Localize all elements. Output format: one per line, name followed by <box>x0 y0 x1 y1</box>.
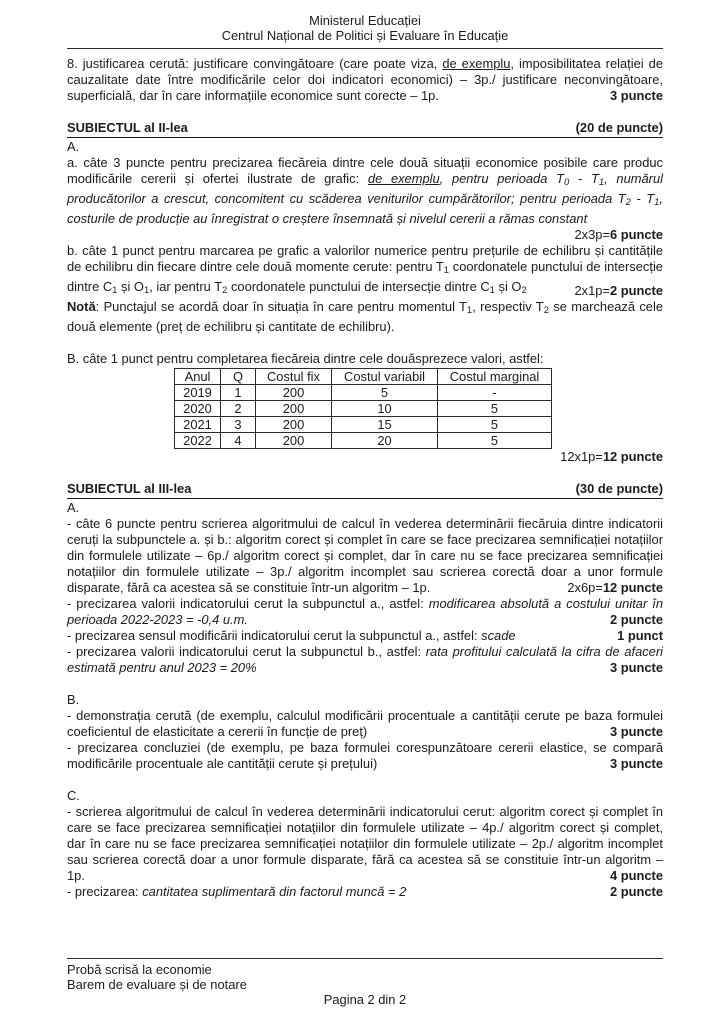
text-run: - precizarea valorii indicatorului cerut la subpunctul a., astfel: <box>67 596 429 611</box>
table-cell: 2019 <box>175 385 221 401</box>
points-formula: 2x6p= <box>567 580 603 595</box>
text-run: , respectiv T <box>472 299 544 314</box>
table-cell: 200 <box>256 401 332 417</box>
table-cell: 5 <box>332 385 438 401</box>
rubric-item-3a3 <box>67 628 663 644</box>
subject3-title: SUBIECTUL al III-lea <box>67 481 192 496</box>
text-run-italic: cantitatea suplimentară din factorul muncă = 2 <box>142 884 407 899</box>
table-header-cell: Costul variabil <box>332 369 438 385</box>
text-run: coordonatele punctului de intersecție dintre C <box>67 259 663 294</box>
text-run: - precizarea: <box>67 884 143 899</box>
table-header-row <box>175 369 552 385</box>
subscript: 1 <box>443 265 450 276</box>
rubric-item-3a2 <box>67 596 663 628</box>
section-a-label: A. <box>67 139 80 154</box>
text-run: a. câte 3 puncte pentru precizarea fiecăreia dintre cele două situații economice posibile care produc modificările cererii și ofertei ilustrate de grafic: <box>67 155 663 186</box>
subject3-points: (30 de puncte) <box>575 481 663 496</box>
points-formula: 2x1p= <box>574 283 610 298</box>
table-cell: 2022 <box>175 433 221 449</box>
points-value: 3 puncte <box>609 724 663 739</box>
table-row <box>175 385 552 401</box>
subscript: 2 <box>625 197 631 208</box>
text-run-italic: scade <box>481 628 516 643</box>
points-value: 2 puncte <box>609 283 663 298</box>
rubric-item-2B-intro: B. câte 1 punct pentru completarea fiecăreia dintre cele douăsprezece valori, astfel: <box>67 351 544 366</box>
header-center: Centrul Național de Politici și Evaluare în Educație <box>221 28 509 43</box>
text-run: - precizarea sensul modificării indicatorului cerut la subpunctul a., astfel: <box>67 628 482 643</box>
text-run: , imposibilitatea relației de cauzalitate date între modificările celor doi indicatori economici) – 3p./ justificare neconvingătoare, superficială, dar în care informațiile economice sunt corecte – 1p. <box>67 56 663 103</box>
section-c-label: C. <box>67 788 80 803</box>
rubric-item-3c1 <box>67 804 663 884</box>
points-formula: 12x1p= <box>560 449 603 464</box>
text-run: , iar pentru T <box>149 279 223 294</box>
footer-doc-type: Barem de evaluare și de notare <box>67 977 247 992</box>
points-value: 3 puncte <box>609 88 663 103</box>
table-header-cell: Anul <box>175 369 221 385</box>
subject2-points: (20 de puncte) <box>575 120 663 135</box>
rubric-item-3b1 <box>67 708 663 740</box>
table-cell: 2021 <box>175 417 221 433</box>
points-value: 4 puncte <box>609 868 663 883</box>
table-cell: 5 <box>438 401 552 417</box>
subscript: 0 <box>563 177 570 188</box>
page-footer <box>67 958 663 1007</box>
rubric-item-3c2 <box>67 884 663 900</box>
table-cell: 4 <box>221 433 256 449</box>
table-cell: 2 <box>221 401 256 417</box>
table-cell: 5 <box>438 433 552 449</box>
section-b-label: B. <box>67 692 80 707</box>
rubric-item-3a4 <box>67 644 663 676</box>
section-a-label: A. <box>67 500 80 515</box>
table-row <box>175 401 552 417</box>
table-cell: 5 <box>438 417 552 433</box>
subscript: 1 <box>466 305 473 316</box>
points-value: 12 puncte <box>602 449 663 464</box>
table-cell: 3 <box>221 417 256 433</box>
table-row <box>175 433 552 449</box>
subscript: 2 <box>222 285 228 296</box>
points-line-table <box>67 449 663 465</box>
table-header-cell: Costul marginal <box>438 369 552 385</box>
points-value: 6 puncte <box>609 227 663 242</box>
rubric-item-2b <box>67 243 663 299</box>
subject2-heading <box>67 120 663 138</box>
subscript: 1 <box>598 177 605 188</box>
text-run: 8. justificarea cerută: justificare convingătoare (care poate viza, <box>67 56 443 71</box>
points-value: 2 puncte <box>609 612 663 627</box>
table-cell: - <box>438 385 552 401</box>
points-line-2a <box>67 227 663 243</box>
table-cell: 20 <box>332 433 438 449</box>
table-cell: 200 <box>256 417 332 433</box>
text-run-italic: rata profitului calculată la cifra de afaceri estimată pentru anul 2023 = 20% <box>67 644 664 675</box>
points-value: 3 puncte <box>609 756 663 771</box>
rubric-item-2a <box>67 155 663 227</box>
page-header <box>67 13 663 49</box>
spacer <box>67 676 663 692</box>
rubric-item-3b2 <box>67 740 663 772</box>
points-value: 12 puncte <box>602 580 663 595</box>
text-run: - scrierea algoritmului de calcul în vederea determinării indicatorului cerut: algoritm corect și complet în care se face precizarea semnificației notațiilor din formulele utilizate – 4p./ algoritm corect și complet, dar în care nu se face precizarea semnificației notațiilor din formulele utilizate – 2p./ algoritm incomplet sau scrierea corectă doar a unor formule disparate, fără ca acestea să se constituie într-un algoritm – 1p. <box>67 804 663 883</box>
text-run-italic: , pentru perioada T <box>439 171 564 186</box>
subscript: 1 <box>143 285 150 296</box>
spacer <box>67 104 663 120</box>
table-header-cell: Q <box>221 369 256 385</box>
subject3-heading <box>67 481 663 499</box>
spacer <box>67 335 663 351</box>
text-run: - precizarea valorii indicatorului cerut la subpunctul b., astfel: <box>67 644 426 659</box>
text-run: - demonstrația cerută (de exemplu, calculul modificării procentuale a cantității cerute pe baza formulei coeficientul de elasticitate a cererii în funcție de preț) <box>67 708 663 739</box>
text-run: coordonatele punctului de intersecție dintre C <box>227 279 490 294</box>
subscript: 2 <box>543 305 549 316</box>
text-run-italic: - T <box>569 171 599 186</box>
footer-exam-name: Probă scrisă la economie <box>67 962 212 977</box>
page-number: Pagina 2 din 2 <box>323 992 407 1007</box>
text-run-italic: modificarea absolută a costului unitar în perioada 2022-2023 = -0,4 u.m. <box>67 596 663 627</box>
subscript: 1 <box>112 285 118 296</box>
text-run-italic: , numărul producătorilor a crescut, concomitent cu scăderea veniturilor cumpărătorilor; pentru perioada T <box>67 171 663 206</box>
points-formula: 2x3p= <box>574 227 610 242</box>
subscript: 2 <box>521 285 527 296</box>
text-run-underline: de exemplu <box>442 56 511 71</box>
points-value: 2 puncte <box>609 884 663 899</box>
text-run-italic: - T <box>630 191 655 206</box>
points-line-3a1 <box>567 580 663 596</box>
spacer <box>67 772 663 788</box>
subscript: 1 <box>489 285 495 296</box>
subscript: 1 <box>654 197 660 208</box>
table-cell: 15 <box>332 417 438 433</box>
table-cell: 200 <box>256 433 332 449</box>
text-run: : Punctajul se acordă doar în situația în care pentru momentul T <box>95 299 467 314</box>
header-ministry: Ministerul Educației <box>309 13 421 28</box>
rubric-item-3a1 <box>67 516 663 596</box>
text-run: - câte 6 puncte pentru scrierea algoritmului de calcul în vederea determinării fiecăruia dintre indicatorii ceruți la subpunctele a. și b.: algoritm corect și complet în care se face precizarea semnificației notațiilor din formulele utilizate – 6p./ algoritm corect și complet, dar în care nu se face precizarea semnificației notațiilor din formulele utilizate – 3p./ algoritm incomplet sau scrierea corectă doar a unor formule disparate, fără ca acestea să se constituie într-un algoritm – 1p. <box>67 516 663 595</box>
note-label: Notă <box>67 299 96 314</box>
points-value: 1 punct <box>617 628 663 643</box>
note-paragraph <box>67 299 663 335</box>
spacer <box>67 465 663 481</box>
text-run: se marchează cele două elemente (preț de echilibru și cantitate de echilibru). <box>67 299 663 334</box>
text-run: și O <box>117 279 144 294</box>
values-table <box>174 368 552 449</box>
table-cell: 200 <box>256 385 332 401</box>
table-cell: 1 <box>221 385 256 401</box>
text-run: b. câte 1 punct pentru marcarea pe grafic a valorilor numerice pentru prețurile de echilibru și cantitățile de echilibru din fiecare dintre cele două momente cerute: pentru T <box>67 243 663 274</box>
text-run: - precizarea concluziei (de exemplu, pe baza formulei corespunzătoare cererii elastice, se compară modificările procentuale ale cantității cerute și prețului) <box>67 740 663 771</box>
table-cell: 2020 <box>175 401 221 417</box>
text-run-italic-underline: de exemplu <box>367 171 440 186</box>
subject2-title: SUBIECTUL al II-lea <box>67 120 188 135</box>
table-header-cell: Costul fix <box>256 369 332 385</box>
rubric-item-8 <box>67 56 663 104</box>
text-run-italic: , costurile de producție au înregistrat o creștere însemnată și nivelul cererii a rămas constant <box>67 191 663 226</box>
points-line-2b <box>575 283 664 299</box>
text-run: și O <box>494 279 522 294</box>
table-row <box>175 417 552 433</box>
points-value: 3 puncte <box>609 660 663 675</box>
table-cell: 10 <box>332 401 438 417</box>
